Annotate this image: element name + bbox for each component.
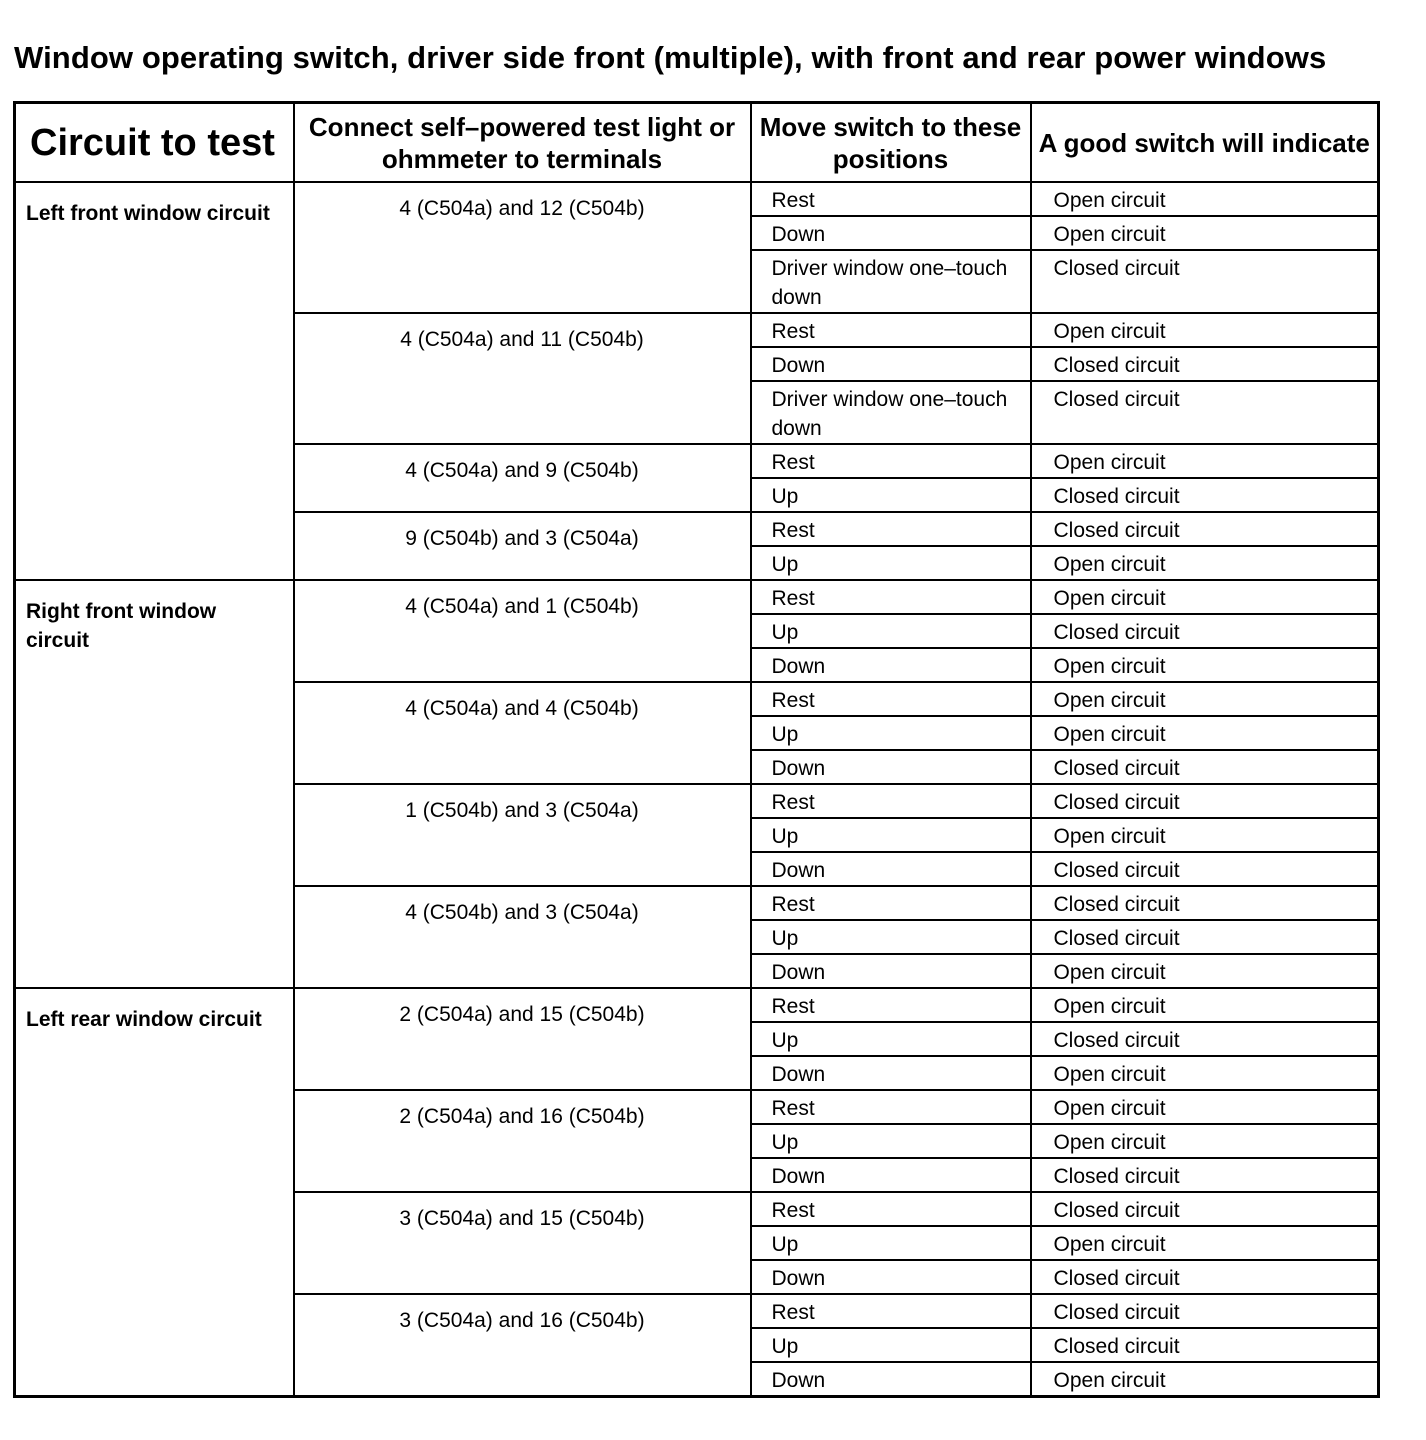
terminal-pair: 4 (C504a) and 11 (C504b) — [294, 313, 751, 444]
expected-result: Open circuit — [1031, 580, 1379, 614]
expected-result: Closed circuit — [1031, 920, 1379, 954]
expected-result: Closed circuit — [1031, 1328, 1379, 1362]
terminal-pair: 3 (C504a) and 16 (C504b) — [294, 1294, 751, 1397]
terminal-pair: 4 (C504b) and 3 (C504a) — [294, 886, 751, 988]
terminal-pair: 3 (C504a) and 15 (C504b) — [294, 1192, 751, 1294]
expected-result: Open circuit — [1031, 1226, 1379, 1260]
expected-result: Open circuit — [1031, 648, 1379, 682]
terminal-pair: 1 (C504b) and 3 (C504a) — [294, 784, 751, 886]
expected-result: Closed circuit — [1031, 750, 1379, 784]
switch-position: Rest — [751, 580, 1031, 614]
terminal-pair: 4 (C504a) and 4 (C504b) — [294, 682, 751, 784]
page-title: Window operating switch, driver side front (multiple), with front and rear power windows — [14, 40, 1327, 75]
table-row — [15, 182, 1379, 216]
switch-position: Rest — [751, 313, 1031, 347]
switch-position: Down — [751, 1260, 1031, 1294]
table-header-row — [15, 103, 1379, 183]
terminal-pair: 9 (C504b) and 3 (C504a) — [294, 512, 751, 580]
header-circuit-to-test: Circuit to test — [15, 103, 294, 183]
switch-position: Up — [751, 478, 1031, 512]
expected-result: Open circuit — [1031, 444, 1379, 478]
expected-result: Closed circuit — [1031, 614, 1379, 648]
switch-position: Up — [751, 546, 1031, 580]
terminal-pair: 4 (C504a) and 12 (C504b) — [294, 182, 751, 313]
switch-position: Rest — [751, 682, 1031, 716]
table-row — [15, 988, 1379, 1022]
expected-result: Open circuit — [1031, 988, 1379, 1022]
expected-result: Open circuit — [1031, 546, 1379, 580]
circuit-name: Left rear window circuit — [15, 988, 294, 1397]
terminal-pair: 4 (C504a) and 9 (C504b) — [294, 444, 751, 512]
switch-position: Down — [751, 648, 1031, 682]
expected-result: Closed circuit — [1031, 1192, 1379, 1226]
expected-result: Open circuit — [1031, 1090, 1379, 1124]
switch-position: Rest — [751, 784, 1031, 818]
switch-test-table — [13, 101, 1380, 1398]
expected-result: Closed circuit — [1031, 1158, 1379, 1192]
expected-result: Open circuit — [1031, 216, 1379, 250]
circuit-name: Left front window circuit — [15, 182, 294, 580]
switch-position: Up — [751, 1226, 1031, 1260]
expected-result: Closed circuit — [1031, 852, 1379, 886]
switch-position: Driver window one–touch down — [751, 250, 1031, 313]
terminal-pair: 4 (C504a) and 1 (C504b) — [294, 580, 751, 682]
expected-result: Open circuit — [1031, 313, 1379, 347]
terminal-pair: 2 (C504a) and 16 (C504b) — [294, 1090, 751, 1192]
switch-position: Down — [751, 750, 1031, 784]
switch-position: Up — [751, 614, 1031, 648]
expected-result: Closed circuit — [1031, 886, 1379, 920]
expected-result: Closed circuit — [1031, 478, 1379, 512]
switch-position: Rest — [751, 1090, 1031, 1124]
switch-position: Rest — [751, 1294, 1031, 1328]
expected-result: Open circuit — [1031, 716, 1379, 750]
switch-position: Down — [751, 954, 1031, 988]
header-switch-positions: Move switch to these positions — [751, 103, 1031, 183]
expected-result: Closed circuit — [1031, 1294, 1379, 1328]
expected-result: Open circuit — [1031, 1362, 1379, 1397]
expected-result: Closed circuit — [1031, 784, 1379, 818]
switch-position: Up — [751, 1124, 1031, 1158]
terminal-pair: 2 (C504a) and 15 (C504b) — [294, 988, 751, 1090]
expected-result: Closed circuit — [1031, 1260, 1379, 1294]
switch-position: Rest — [751, 886, 1031, 920]
switch-position: Down — [751, 216, 1031, 250]
switch-position: Up — [751, 818, 1031, 852]
circuit-name: Right front window circuit — [15, 580, 294, 988]
switch-position: Rest — [751, 182, 1031, 216]
switch-position: Driver window one–touch down — [751, 381, 1031, 444]
header-good-switch-indication: A good switch will indicate — [1031, 103, 1379, 183]
expected-result: Open circuit — [1031, 1056, 1379, 1090]
switch-position: Rest — [751, 1192, 1031, 1226]
switch-position: Rest — [751, 444, 1031, 478]
switch-position: Up — [751, 1022, 1031, 1056]
switch-position: Down — [751, 347, 1031, 381]
expected-result: Closed circuit — [1031, 512, 1379, 546]
switch-position: Down — [751, 1158, 1031, 1192]
expected-result: Closed circuit — [1031, 381, 1379, 444]
expected-result: Open circuit — [1031, 682, 1379, 716]
switch-position: Rest — [751, 988, 1031, 1022]
table-row — [15, 580, 1379, 614]
switch-position: Down — [751, 1056, 1031, 1090]
switch-position: Down — [751, 852, 1031, 886]
header-terminals: Connect self–powered test light or ohmmeter to terminals — [294, 103, 751, 183]
expected-result: Open circuit — [1031, 1124, 1379, 1158]
expected-result: Closed circuit — [1031, 250, 1379, 313]
expected-result: Closed circuit — [1031, 347, 1379, 381]
switch-position: Down — [751, 1362, 1031, 1397]
expected-result: Open circuit — [1031, 954, 1379, 988]
expected-result: Open circuit — [1031, 182, 1379, 216]
switch-position: Rest — [751, 512, 1031, 546]
expected-result: Closed circuit — [1031, 1022, 1379, 1056]
switch-position: Up — [751, 716, 1031, 750]
expected-result: Open circuit — [1031, 818, 1379, 852]
switch-position: Up — [751, 1328, 1031, 1362]
switch-position: Up — [751, 920, 1031, 954]
